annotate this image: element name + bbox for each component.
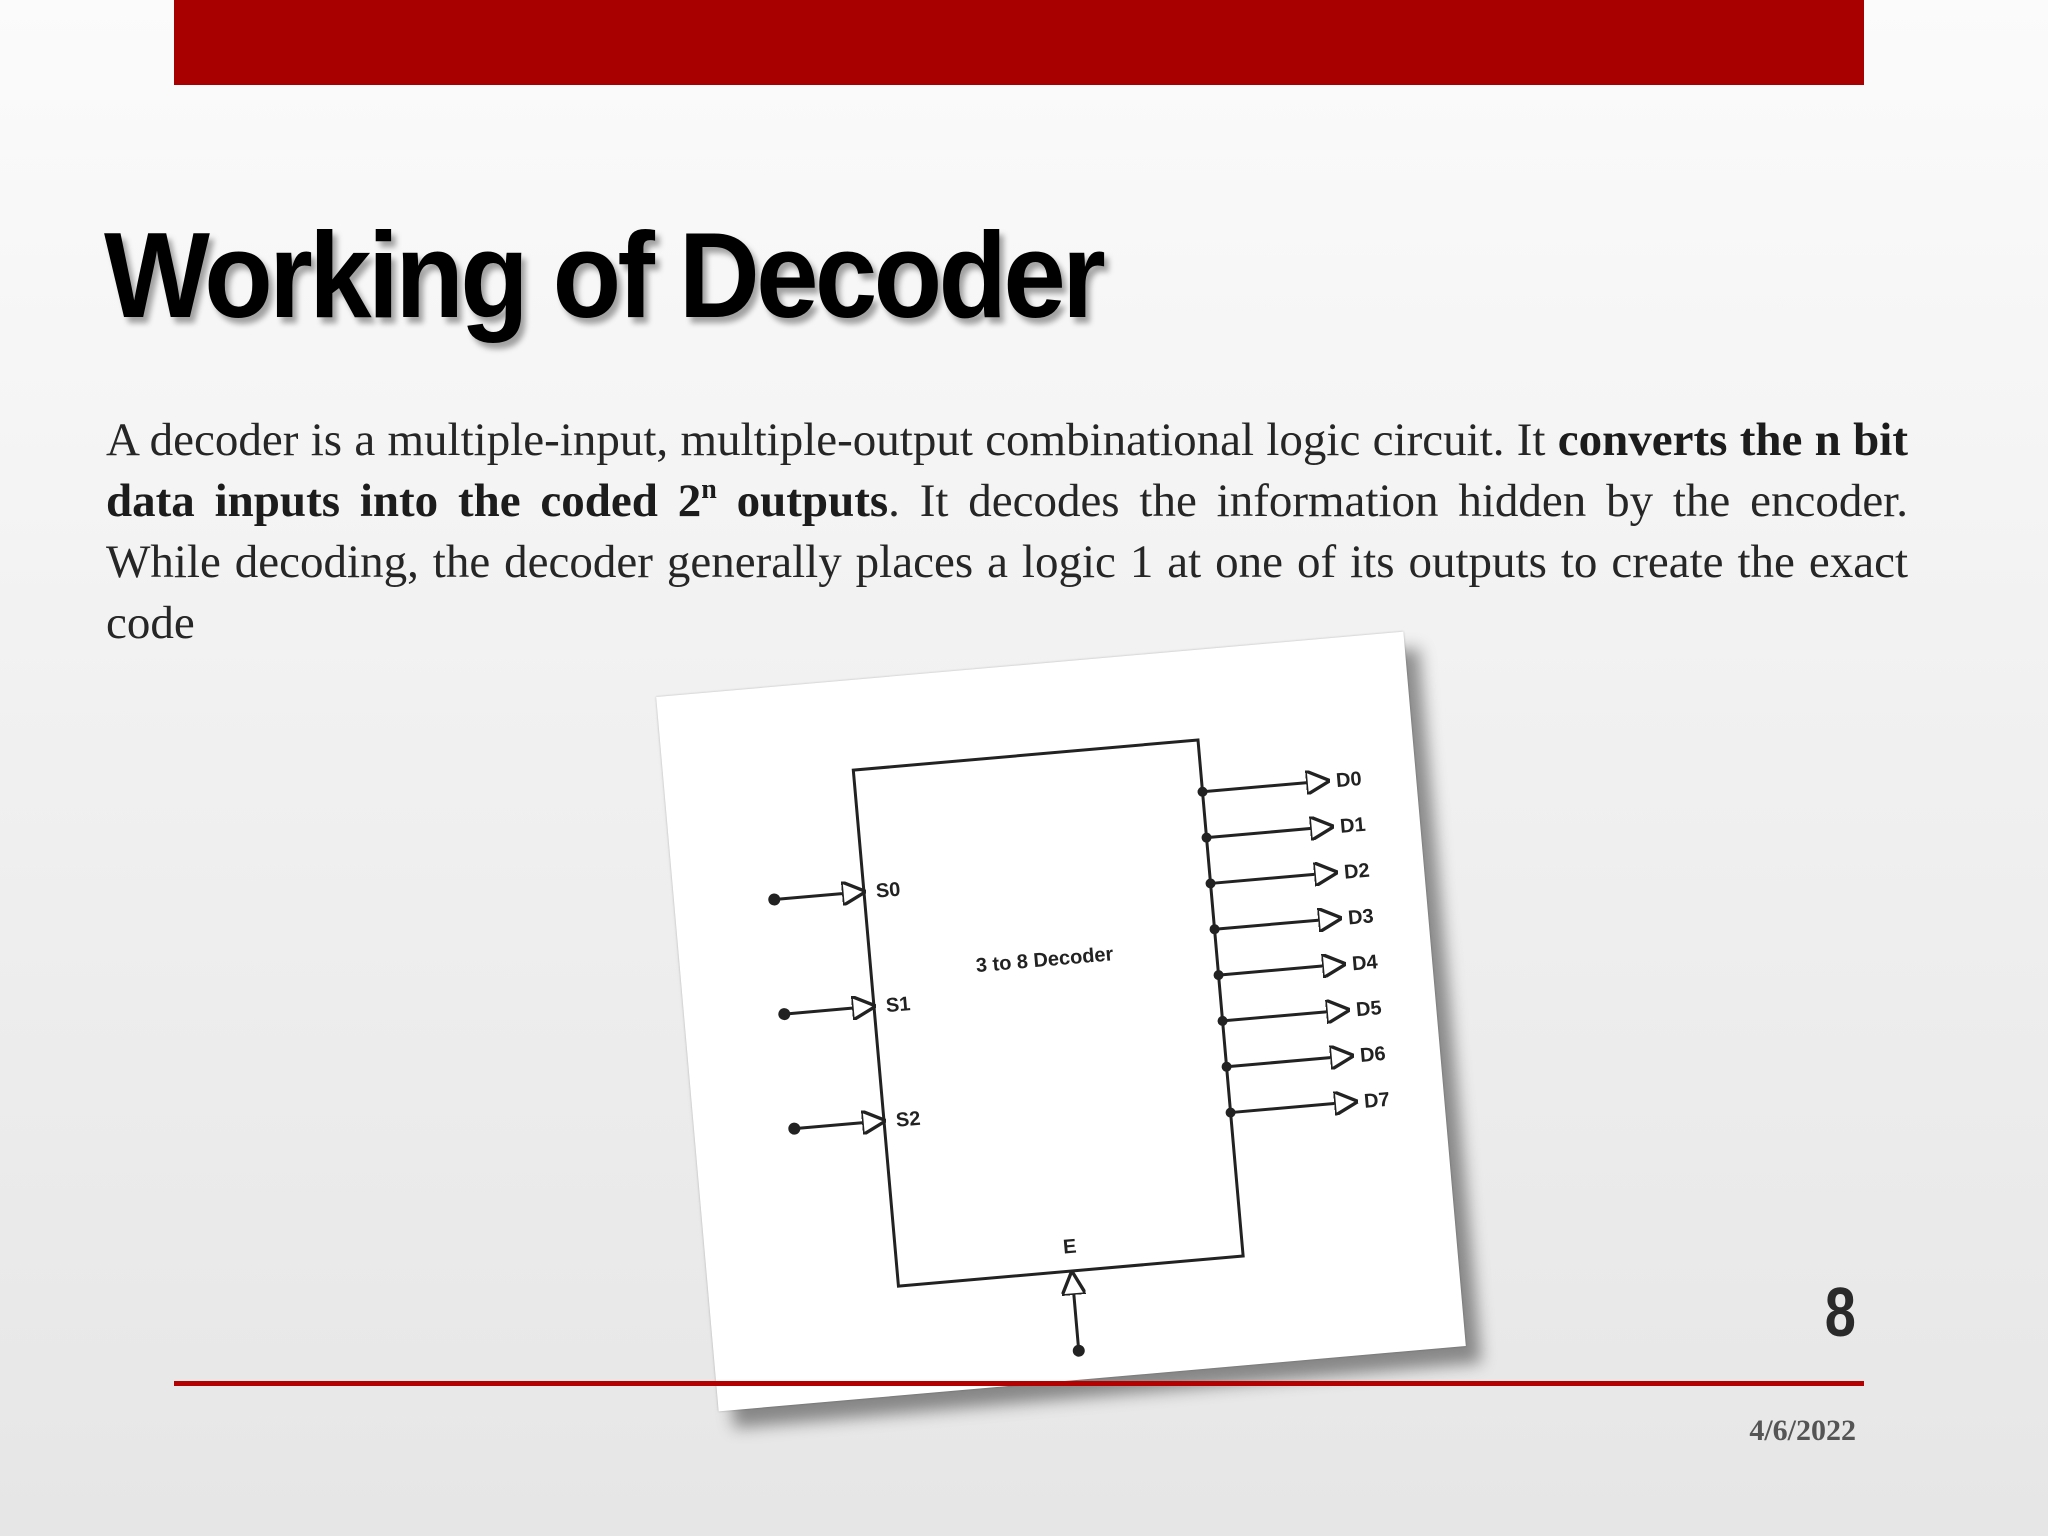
svg-text:S0: S0 [875,878,902,903]
output-d7 [1225,1089,1391,1125]
body-text-part2: . It decodes the information hidden by the encoder. While decoding, the decoder generally places a logic 1 at one of its outputs to create the exact code [106,475,1908,649]
svg-text:D0: D0 [1335,767,1363,793]
svg-text:D1: D1 [1339,813,1367,838]
decoder-block [853,740,1243,1286]
top-accent-bar [174,0,1864,85]
svg-text:D3: D3 [1347,905,1375,930]
body-text-bold: converts the n bit data inputs into the coded 2$^n$ outputs [106,414,1908,527]
output-d5 [1217,997,1383,1033]
output-d0 [1197,768,1363,804]
svg-text:D7: D7 [1363,1088,1391,1113]
decoder-block-label: 3 to 8 Decoder [974,943,1115,978]
output-d3 [1209,905,1375,941]
svg-text:D4: D4 [1351,951,1379,976]
slide-body-text [106,410,1908,654]
slide-title: Working of Decoder [104,207,1103,343]
svg-text:S1: S1 [885,993,912,1018]
enable-input [1062,1236,1086,1358]
slide-date: 4/6/2022 [1749,1414,1856,1447]
svg-text:E: E [1062,1235,1078,1259]
bottom-accent-line [174,1381,1864,1386]
svg-text:D2: D2 [1343,859,1371,884]
superscript-n: n [701,474,717,505]
svg-text:D6: D6 [1359,1042,1387,1068]
decoder-diagram-svg [656,632,1466,1412]
decoder-diagram-image [656,632,1466,1412]
page-number: 8 [1824,1273,1856,1351]
output-d2 [1205,860,1371,896]
input-s2 [787,1108,921,1141]
svg-text:S2: S2 [895,1107,922,1132]
svg-text:D5: D5 [1355,997,1383,1022]
output-d6 [1221,1043,1387,1079]
output-d1 [1201,814,1367,850]
input-s0 [767,879,901,912]
body-text-part1: A decoder is a multiple-input, multiple-output combinational logic circuit. It [106,414,1558,466]
input-s1 [777,993,911,1026]
output-d4 [1213,951,1380,987]
